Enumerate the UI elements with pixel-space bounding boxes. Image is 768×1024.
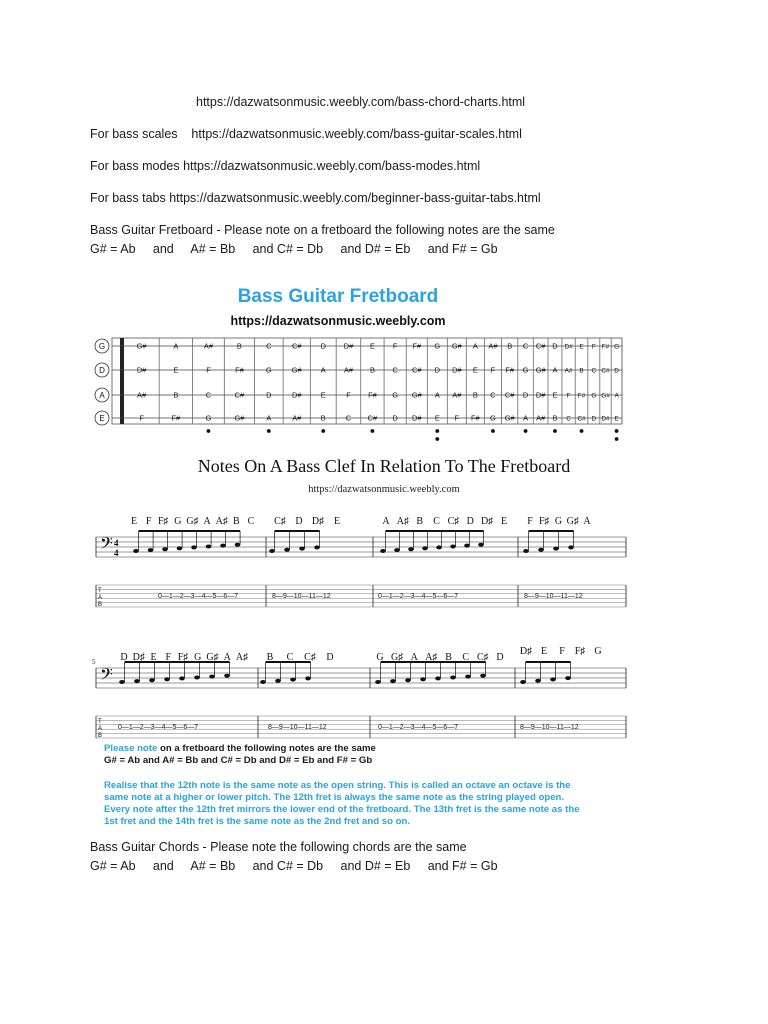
note-head xyxy=(119,680,125,684)
note-head xyxy=(235,543,241,547)
note-name: C♯ xyxy=(447,516,460,527)
note-name: E xyxy=(333,516,341,527)
fret-note: B xyxy=(173,390,179,400)
fret-note: E xyxy=(472,365,478,375)
note-head xyxy=(535,679,541,683)
note-name: C♯ xyxy=(274,516,286,527)
fret-note: B xyxy=(507,341,513,351)
note-name: G xyxy=(376,652,384,663)
note-head xyxy=(149,678,155,682)
bass-clef-glyph: 𝄢 xyxy=(100,533,113,557)
note-name: B xyxy=(416,516,424,527)
string-name-label: D xyxy=(99,366,105,375)
fret-note: G# xyxy=(136,341,147,351)
tab-numbers: 0—1—2—3—4—5—6—7 xyxy=(378,724,459,731)
tab-numbers: 0—1—2—3—4—5—6—7 xyxy=(378,593,459,600)
fret-note: D# xyxy=(412,413,422,423)
note-name: F♯ xyxy=(177,652,189,663)
note-head xyxy=(520,680,526,684)
note-name: D♯ xyxy=(481,516,494,527)
fret-note: B xyxy=(579,367,584,375)
note-name: C♯ xyxy=(304,652,316,663)
fret-note: E xyxy=(552,390,558,400)
fret-note: F# xyxy=(471,413,480,423)
fretboard-url: https://dazwatsonmusic.weebly.com xyxy=(230,314,446,328)
fret-note: D# xyxy=(291,390,302,400)
fret-note: G# xyxy=(234,413,245,423)
fret-note: G xyxy=(434,341,441,351)
note-name: F xyxy=(527,516,533,527)
string-name-label: A xyxy=(99,391,105,400)
note-head xyxy=(523,549,529,553)
note-name: G♯ xyxy=(186,516,199,527)
tab-numbers: 8—9—10—11—12 xyxy=(524,593,583,600)
fret-note: D xyxy=(591,415,597,423)
note-name: E xyxy=(150,652,157,663)
fret-note: F xyxy=(346,390,351,400)
note-name: F xyxy=(559,646,565,657)
fret-note: F# xyxy=(235,365,244,375)
note-head xyxy=(299,547,305,551)
tab-letter: T xyxy=(98,719,102,725)
note-name: D♯ xyxy=(132,652,145,663)
note-name: D xyxy=(326,652,334,663)
fret-note: E xyxy=(173,365,179,375)
tab-letter: A xyxy=(98,726,103,732)
fret-note: G xyxy=(614,343,620,351)
note-head xyxy=(194,676,200,680)
note-name: G xyxy=(594,646,602,657)
fret-note: E xyxy=(614,415,619,423)
fret-note: D# xyxy=(343,341,354,351)
note-head xyxy=(568,545,574,549)
fret-note: A# xyxy=(203,341,213,351)
chords-intro-line2: G# = Ab and A# = Bb and C# = Db and D# = Eb and F# = Gb xyxy=(90,859,498,873)
fretboard-intro-line1: Bass Guitar Fretboard - Please note on a fretboard the following notes are the same xyxy=(90,223,555,237)
fret-note: C# xyxy=(367,413,378,423)
fret-note: G xyxy=(490,413,496,423)
note-name: D xyxy=(496,652,504,663)
note-head xyxy=(148,548,154,552)
tab-numbers: 8—9—10—11—12 xyxy=(272,593,331,600)
note-head xyxy=(375,680,381,684)
note-head xyxy=(394,548,400,552)
fret-note: G# xyxy=(451,341,462,351)
fret-note: A# xyxy=(564,367,573,375)
tab-letter: B xyxy=(98,602,103,608)
fret-note: G# xyxy=(411,390,422,400)
fret-note: G# xyxy=(504,413,515,423)
note-head xyxy=(224,674,230,678)
fret-note: F# xyxy=(171,413,181,423)
fret-note: C xyxy=(266,341,272,351)
fret-note: C# xyxy=(291,341,302,351)
fret-note: A# xyxy=(536,413,546,423)
note-head xyxy=(269,549,275,553)
measure-number: 5 xyxy=(92,658,96,666)
fret-note: C# xyxy=(577,415,586,423)
note-name: E xyxy=(500,516,508,527)
note-name: A xyxy=(583,516,591,527)
note-name: D xyxy=(295,516,303,527)
note-name: C xyxy=(462,652,470,663)
note-box-lead: Please note xyxy=(104,743,158,754)
fret-note: B xyxy=(320,413,326,423)
note-head xyxy=(450,676,456,680)
fret-note: C xyxy=(490,390,496,400)
note-name: G xyxy=(174,516,182,527)
tab-numbers: 0—1—2—3—4—5—6—7 xyxy=(118,724,199,731)
fret-note: D# xyxy=(452,365,462,375)
fret-note: A xyxy=(320,365,326,375)
note-box-line1-rest: on a fretboard the following notes are the same xyxy=(157,743,376,754)
note-head xyxy=(422,546,428,550)
note-name: A xyxy=(223,652,231,663)
octave-para-line: 1st fret and the 14th fret is the same note as the 2nd fret and so on. xyxy=(104,816,410,827)
note-head xyxy=(314,545,320,549)
fret-note: C# xyxy=(234,390,245,400)
fret-note: G xyxy=(392,390,399,400)
link-bass-scales[interactable]: For bass scales https://dazwatsonmusic.weebly.com/bass-guitar-scales.html xyxy=(90,127,522,141)
fret-note: F xyxy=(566,392,571,400)
tab-letter: A xyxy=(98,595,103,601)
link-chord-charts[interactable]: https://dazwatsonmusic.weebly.com/bass-chord-charts.html xyxy=(196,95,526,109)
fret-note: F xyxy=(454,413,460,423)
fret-note: C xyxy=(205,390,212,400)
fret-note: F xyxy=(139,413,144,423)
fret-note: E xyxy=(579,343,584,351)
note-head xyxy=(177,546,183,550)
fret-note: C# xyxy=(535,341,546,351)
fret-note: D xyxy=(614,367,619,375)
note-name: E xyxy=(130,516,138,527)
fret-note: C# xyxy=(504,390,515,400)
note-name: F♯ xyxy=(538,516,550,527)
fret-note: B xyxy=(552,413,558,423)
note-head xyxy=(450,545,456,549)
note-head xyxy=(380,549,386,553)
note-name: A♯ xyxy=(235,652,249,663)
octave-paragraph xyxy=(104,780,580,828)
note-head xyxy=(478,543,484,547)
note-name: A xyxy=(410,652,418,663)
fret-note: A# xyxy=(452,390,462,400)
fret-note: F# xyxy=(505,365,514,375)
fret-note: A# xyxy=(292,413,302,423)
note-head xyxy=(465,675,471,679)
note-head xyxy=(220,544,226,548)
fret-note: F# xyxy=(601,343,610,351)
fret-note: D# xyxy=(136,365,147,375)
note-head xyxy=(191,545,197,549)
octave-para-line: Every note after the 12th fret mirrors the lower end of the fretboard. The 13th fret is the same note as the xyxy=(104,804,580,815)
note-name: G xyxy=(554,516,563,527)
fret-note: C xyxy=(345,413,352,423)
note-head xyxy=(538,548,544,552)
fret-note: A xyxy=(552,365,558,375)
note-head xyxy=(164,677,170,681)
fret-note: B xyxy=(472,390,478,400)
note-name: D♯ xyxy=(311,516,325,527)
note-head xyxy=(162,547,168,551)
bass-clef-title: Notes On A Bass Clef In Relation To The Fretboard xyxy=(197,456,571,476)
note-head xyxy=(260,680,266,684)
note-box-line2: G# = Ab and A# = Bb and C# = Db and D# = Eb and F# = Gb xyxy=(104,755,373,766)
note-name: F xyxy=(165,652,172,663)
note-name: D xyxy=(120,652,128,663)
note-head xyxy=(133,549,139,553)
note-name: F♯ xyxy=(574,646,586,657)
fret-note: D xyxy=(434,365,440,375)
note-name: G♯ xyxy=(206,652,219,663)
string-name-label: G xyxy=(98,342,106,351)
fret-note: A xyxy=(266,413,272,423)
fret-note: C# xyxy=(412,365,422,375)
tab-letter: B xyxy=(98,733,103,739)
fret-note: D xyxy=(320,341,326,351)
link-bass-tabs[interactable]: For bass tabs https://dazwatsonmusic.weebly.com/beginner-bass-guitar-tabs.html xyxy=(90,191,541,205)
fret-note: C xyxy=(392,365,398,375)
fret-note: B xyxy=(369,365,375,375)
fret-note: G xyxy=(591,392,597,400)
fret-note: G xyxy=(522,365,529,375)
note-head xyxy=(179,676,185,680)
note-head xyxy=(436,545,442,549)
fret-note: G xyxy=(265,365,272,375)
note-name: A♯ xyxy=(215,516,228,527)
note-head xyxy=(420,677,426,681)
note-name: G♯ xyxy=(391,652,404,663)
fret-note: A xyxy=(173,341,179,351)
fret-note: G# xyxy=(291,365,302,375)
note-name: F♯ xyxy=(157,516,169,527)
note-name: C♯ xyxy=(477,652,489,663)
fret-note: D# xyxy=(564,343,573,351)
tab-numbers: 8—9—10—11—12 xyxy=(520,724,579,731)
note-head xyxy=(565,676,571,680)
fret-note: E xyxy=(434,413,440,423)
fret-note: F xyxy=(392,341,398,351)
fretboard-title: Bass Guitar Fretboard xyxy=(237,286,439,307)
fret-note: A xyxy=(434,390,440,400)
note-name: F xyxy=(145,516,152,527)
note-name: A xyxy=(203,516,211,527)
fret-note: A xyxy=(523,413,529,423)
note-name: D xyxy=(466,516,474,527)
octave-para-line: same note at a higher or lower pitch. The 12th fret is always the same note as the string played open. xyxy=(104,792,565,803)
bass-clef-url: https://dazwatsonmusic.weebly.com xyxy=(308,484,460,495)
note-name: C xyxy=(433,516,440,527)
fret-note: F xyxy=(206,365,211,375)
note-head xyxy=(275,679,281,683)
fret-note: D xyxy=(552,341,558,351)
fret-note: F xyxy=(591,343,596,351)
fret-note: E xyxy=(320,390,326,400)
tab-numbers: 8—9—10—11—12 xyxy=(268,724,327,731)
fret-note: A# xyxy=(137,390,147,400)
note-head xyxy=(305,676,311,680)
note-head xyxy=(553,547,559,551)
note-name: C xyxy=(286,652,294,663)
fret-note: D xyxy=(522,390,529,400)
note-name: B xyxy=(233,516,240,527)
time-sig-bottom: 4 xyxy=(114,548,119,558)
fret-note: C# xyxy=(601,367,610,375)
note-name: A xyxy=(382,516,390,527)
fret-note: D# xyxy=(601,415,610,423)
fretboard-intro-line2: G# = Ab and A# = Bb and C# = Db and D# = Eb and F# = Gb xyxy=(90,242,498,256)
fret-note: F# xyxy=(368,390,377,400)
fret-note: D# xyxy=(535,390,546,400)
fret-note: D xyxy=(392,413,398,423)
note-name: E xyxy=(540,646,548,657)
fret-note: G# xyxy=(601,392,610,400)
fret-note: G xyxy=(205,413,212,423)
note-head xyxy=(435,676,441,680)
note-head xyxy=(550,677,556,681)
note-name: A♯ xyxy=(425,652,438,663)
note-name: A♯ xyxy=(396,516,409,527)
fret-note: C xyxy=(566,415,571,423)
bass-clef-glyph: 𝄢 xyxy=(100,664,113,688)
tab-letter: T xyxy=(98,588,102,594)
chords-intro-line1: Bass Guitar Chords - Please note the following chords are the same xyxy=(90,840,467,854)
fret-note: F xyxy=(490,365,496,375)
note-head xyxy=(209,675,215,679)
note-head xyxy=(284,548,290,552)
note-name: G♯ xyxy=(566,516,579,527)
fret-note: A# xyxy=(343,365,353,375)
note-head xyxy=(206,545,212,549)
note-name: D♯ xyxy=(519,646,533,657)
link-bass-modes[interactable]: For bass modes https://dazwatsonmusic.weebly.com/bass-modes.html xyxy=(90,159,481,173)
string-name-label: E xyxy=(99,414,105,423)
fret-note: A xyxy=(472,341,478,351)
fret-note: A xyxy=(614,392,619,400)
note-name: C xyxy=(247,516,255,527)
note-name: B xyxy=(445,652,452,663)
fret-note: B xyxy=(236,341,242,351)
note-name: G xyxy=(194,652,202,663)
fret-note: E xyxy=(369,341,375,351)
note-head xyxy=(464,544,470,548)
fret-note: C xyxy=(522,341,529,351)
fret-note: F# xyxy=(577,392,586,400)
time-sig-top: 4 xyxy=(114,538,119,548)
note-box-line1 xyxy=(104,743,376,755)
octave-para-line: Realise that the 12th note is the same note as the open string. This is called an octave an octave is the xyxy=(104,780,571,791)
tab-numbers: 0—1—2—3—4—5—6—7 xyxy=(158,593,239,600)
note-head xyxy=(290,678,296,682)
note-head xyxy=(134,679,140,683)
note-box xyxy=(104,743,376,767)
note-head xyxy=(390,679,396,683)
note-head xyxy=(405,678,411,682)
fret-note: F# xyxy=(412,341,422,351)
note-head xyxy=(408,547,414,551)
note-head xyxy=(480,674,486,678)
note-name: B xyxy=(266,652,274,663)
fret-note: D xyxy=(266,390,272,400)
fret-note: G# xyxy=(535,365,546,375)
fret-note: A# xyxy=(488,341,498,351)
fret-note: C xyxy=(591,367,597,375)
